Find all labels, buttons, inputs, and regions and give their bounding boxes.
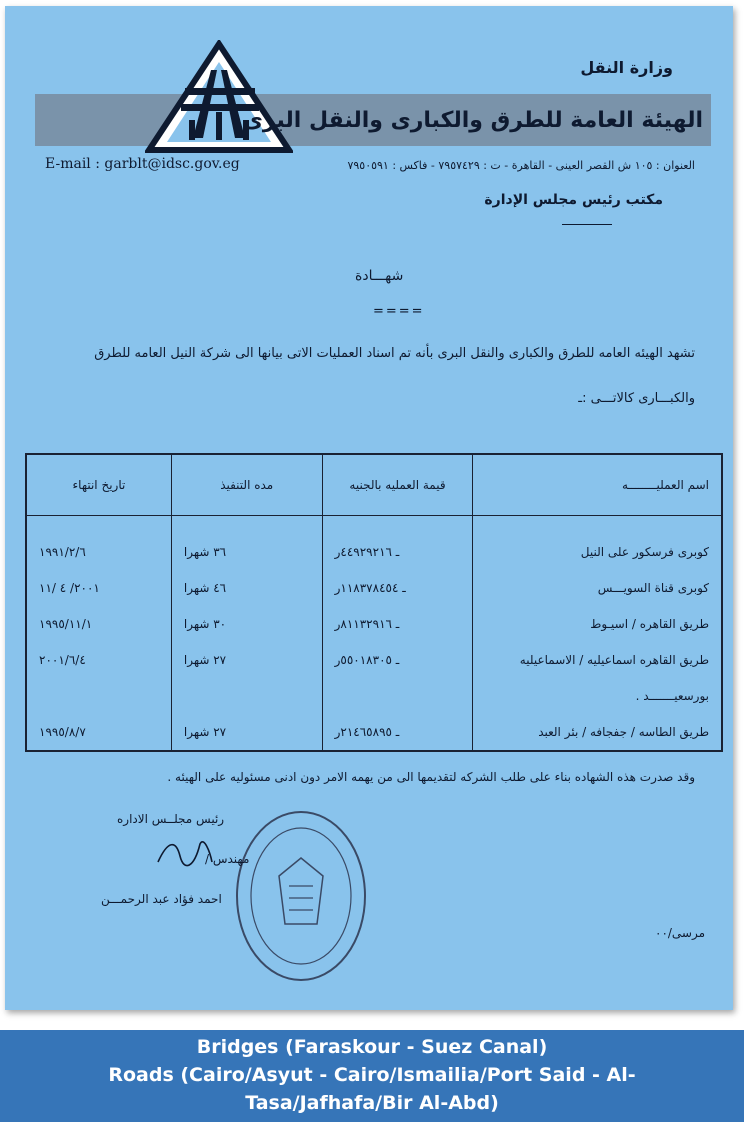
- organization-name: الهيئة العامة للطرق والكبارى والنقل البرى: [242, 108, 703, 133]
- operations-table: [25, 453, 723, 752]
- table-row: [26, 570, 722, 606]
- table-row: [26, 516, 722, 571]
- cell-name: كوبرى قناة السويـــس: [473, 570, 722, 606]
- table-row: [26, 678, 722, 714]
- cell-value: ـ ١١٨٣٧٨٤٥٤ر: [322, 570, 473, 606]
- table-row: [26, 714, 722, 751]
- cell-duration: [171, 678, 322, 714]
- authority-logo: [145, 40, 293, 154]
- reference-note: مرسى/٠٠: [655, 926, 706, 940]
- caption-bar: [0, 1030, 744, 1122]
- cell-value: ـ ٤٤٩٢٩٢١٦ر: [322, 516, 473, 571]
- cell-name: طريق الطاسه / جفجافه / بئر العبد: [473, 714, 722, 751]
- chairman-title: رئيس مجلــس الاداره: [117, 812, 225, 826]
- title-rule: ====: [373, 304, 425, 319]
- table-header-row: [26, 454, 722, 516]
- cell-name: طريق القاهره اسماعيليه / الاسماعيليه: [473, 642, 722, 678]
- cell-end-date: ٢٠٠١/ ٤ /١١: [26, 570, 171, 606]
- document-page: [5, 6, 733, 1010]
- header-end-date: تاريخ انتهاء: [26, 454, 171, 516]
- header-operation-name: اسم العمليــــــــه: [473, 454, 722, 516]
- cell-value: ـ ٥٥٠١٨٣٠٥ر: [322, 642, 473, 678]
- cell-end-date: ٢٠٠١/٦/٤: [26, 642, 171, 678]
- header-duration: مده التنفيذ: [171, 454, 322, 516]
- office-title: مكتب رئيس مجلس الإدارة: [484, 192, 663, 208]
- cell-end-date: ١٩٩٥/٨/٧: [26, 714, 171, 751]
- certificate-body-line-2: والكبـــارى كالاتـــى :ـ: [578, 391, 695, 406]
- cell-value: [322, 678, 473, 714]
- cell-duration: ٢٧ شهرا: [171, 714, 322, 751]
- cell-name: بورسعيـــــــد .: [473, 678, 722, 714]
- cell-end-date: [26, 678, 171, 714]
- cell-value: ـ ٢١٤٦٥٨٩٥ر: [322, 714, 473, 751]
- cell-name: طريق القاهره / اسيـوط: [473, 606, 722, 642]
- cell-value: ـ ٨١١٣٢٩١٦ر: [322, 606, 473, 642]
- cell-duration: ٤٦ شهرا: [171, 570, 322, 606]
- cell-duration: ٣٦ شهرا: [171, 516, 322, 571]
- signer-name: احمد فؤاد عبد الرحمـــن: [101, 892, 222, 906]
- postal-address: العنوان : ١٠٥ ش القصر العينى - القاهرة - ت : ٧٩٥٧٤٢٩ - فاكس : ٧٩٥٠٥٩١: [347, 159, 695, 172]
- email-address: E-mail : garblt@idsc.gov.eg: [45, 156, 240, 172]
- certificate-body-line-1: تشهد الهيئه العامه للطرق والكبارى والنقل البرى بأنه تم اسناد العمليات الاتى بيانها الى شركة النيل العامه للطرق: [94, 346, 695, 361]
- issuance-statement: وقد صدرت هذه الشهاده بناء على طلب الشركه لتقديمها الى من يهمه الامر دون ادنى مسئوليه على الهيئه .: [167, 770, 695, 784]
- caption-line-2: Roads (Cairo/Asyut - Cairo/Ismailia/Port Said - Al-: [108, 1064, 636, 1086]
- office-underline: [562, 224, 612, 225]
- cell-duration: ٢٧ شهرا: [171, 642, 322, 678]
- cell-duration: ٣٠ شهرا: [171, 606, 322, 642]
- ministry-name: وزارة النقل: [580, 58, 673, 77]
- header-operation-value: قيمة العمليه بالجنيه: [322, 454, 473, 516]
- cell-name: كوبرى فرسكور على النيل: [473, 516, 722, 571]
- cell-end-date: ١٩٩١/٢/٦: [26, 516, 171, 571]
- engineer-label: مهندس /: [205, 852, 250, 866]
- table-row: [26, 642, 722, 678]
- table-row: [26, 606, 722, 642]
- official-seal-stamp: [231, 806, 371, 986]
- cell-end-date: ١٩٩٥/١١/١: [26, 606, 171, 642]
- caption-line-3: Tasa/Jafhafa/Bir Al-Abd): [245, 1092, 499, 1114]
- certificate-title: شهـــادة: [355, 268, 404, 284]
- caption-line-1: Bridges (Faraskour - Suez Canal): [196, 1036, 548, 1058]
